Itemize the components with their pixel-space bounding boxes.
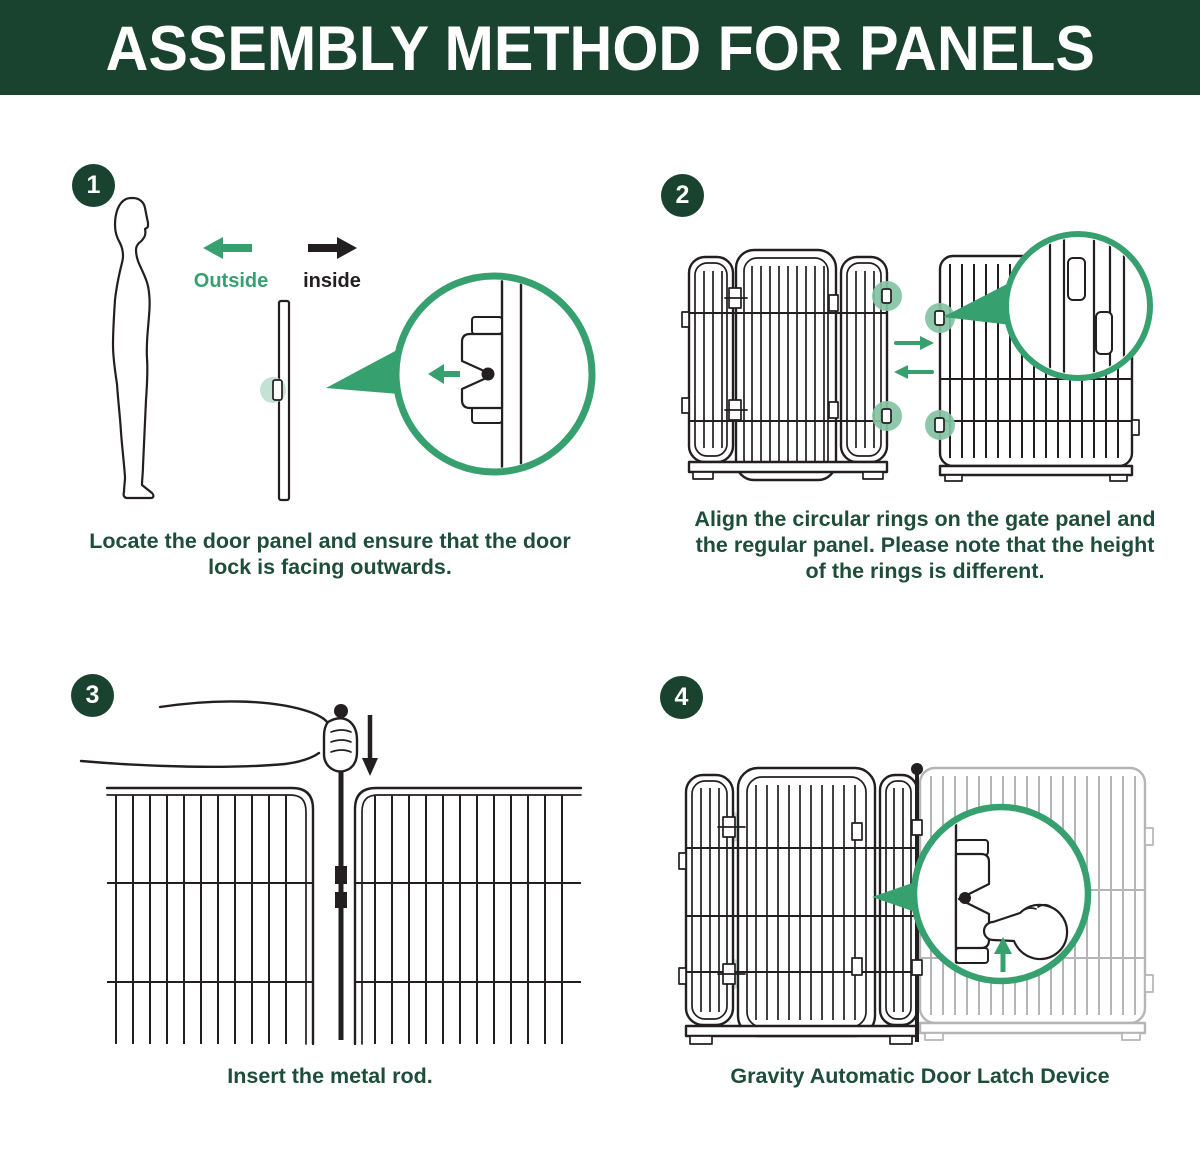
step-1 <box>60 150 600 600</box>
step-2 <box>650 150 1200 600</box>
foot <box>863 472 883 479</box>
step-4-number: 4 <box>674 683 689 711</box>
side-tab <box>679 853 686 869</box>
latch-tab <box>852 823 862 840</box>
step-2-illustration <box>650 150 1200 510</box>
step-4-illustration <box>640 660 1200 1060</box>
ring-hook <box>935 311 944 325</box>
ring-upper <box>1068 258 1085 300</box>
side-tab <box>679 968 686 984</box>
step-3-number: 3 <box>85 681 100 709</box>
step-1-caption: Locate the door panel and ensure that the door lock is facing outwards. <box>89 529 571 579</box>
page-title: ASSEMBLY METHOD FOR PANELS <box>105 13 1095 84</box>
step-1-badge <box>72 164 115 207</box>
foot <box>925 1033 943 1040</box>
outside-label: Outside <box>193 270 269 292</box>
hand-holding-rod <box>81 701 357 771</box>
step-3 <box>60 660 600 1100</box>
step-3-illustration <box>60 660 600 1060</box>
header-bar <box>0 0 1200 95</box>
down-arrow-icon <box>362 715 378 776</box>
foot <box>1110 475 1127 481</box>
step-3-badge <box>71 674 114 717</box>
step-2-badge <box>661 174 704 217</box>
latch-tab <box>852 958 862 975</box>
foot <box>1122 1033 1140 1040</box>
person-silhouette <box>113 198 153 498</box>
step-4 <box>640 660 1200 1100</box>
magnifier-circle <box>1006 234 1150 378</box>
latch-tab <box>829 402 838 418</box>
right-panel <box>355 788 581 1044</box>
ring-hook <box>935 418 944 432</box>
step-3-caption: Insert the metal rod. <box>227 1064 433 1088</box>
foot <box>693 472 713 479</box>
ring-lower <box>1096 312 1112 354</box>
latch-tab <box>829 295 838 311</box>
gate-panel <box>682 250 902 480</box>
ring-hook <box>882 409 891 423</box>
step-1-number: 1 <box>86 171 101 199</box>
side-tab <box>1132 420 1139 435</box>
side-tab <box>1145 828 1153 845</box>
ring-hook <box>882 289 891 303</box>
door-lock <box>273 380 282 400</box>
inside-label: inside <box>303 270 361 292</box>
side-tab <box>1145 975 1153 992</box>
left-panel <box>107 788 313 1044</box>
foot <box>690 1036 712 1044</box>
swap-arrows-icon <box>894 336 934 379</box>
outside-arrow-icon <box>203 237 252 259</box>
foot <box>945 475 962 481</box>
foot <box>890 1036 912 1044</box>
step-2-caption: Align the circular rings on the gate panel and the regular panel. Please note that the height of the rings is different. <box>694 507 1156 583</box>
gate-panel <box>679 768 917 1044</box>
step-4-badge <box>660 676 703 719</box>
inside-arrow-icon <box>308 237 357 259</box>
magnifier-pointer <box>326 350 399 394</box>
step-4-caption: Gravity Automatic Door Latch Device <box>730 1064 1110 1088</box>
step-1-illustration <box>60 150 600 510</box>
side-tab <box>682 312 689 327</box>
side-tab <box>682 398 689 413</box>
step-2-number: 2 <box>675 181 690 209</box>
